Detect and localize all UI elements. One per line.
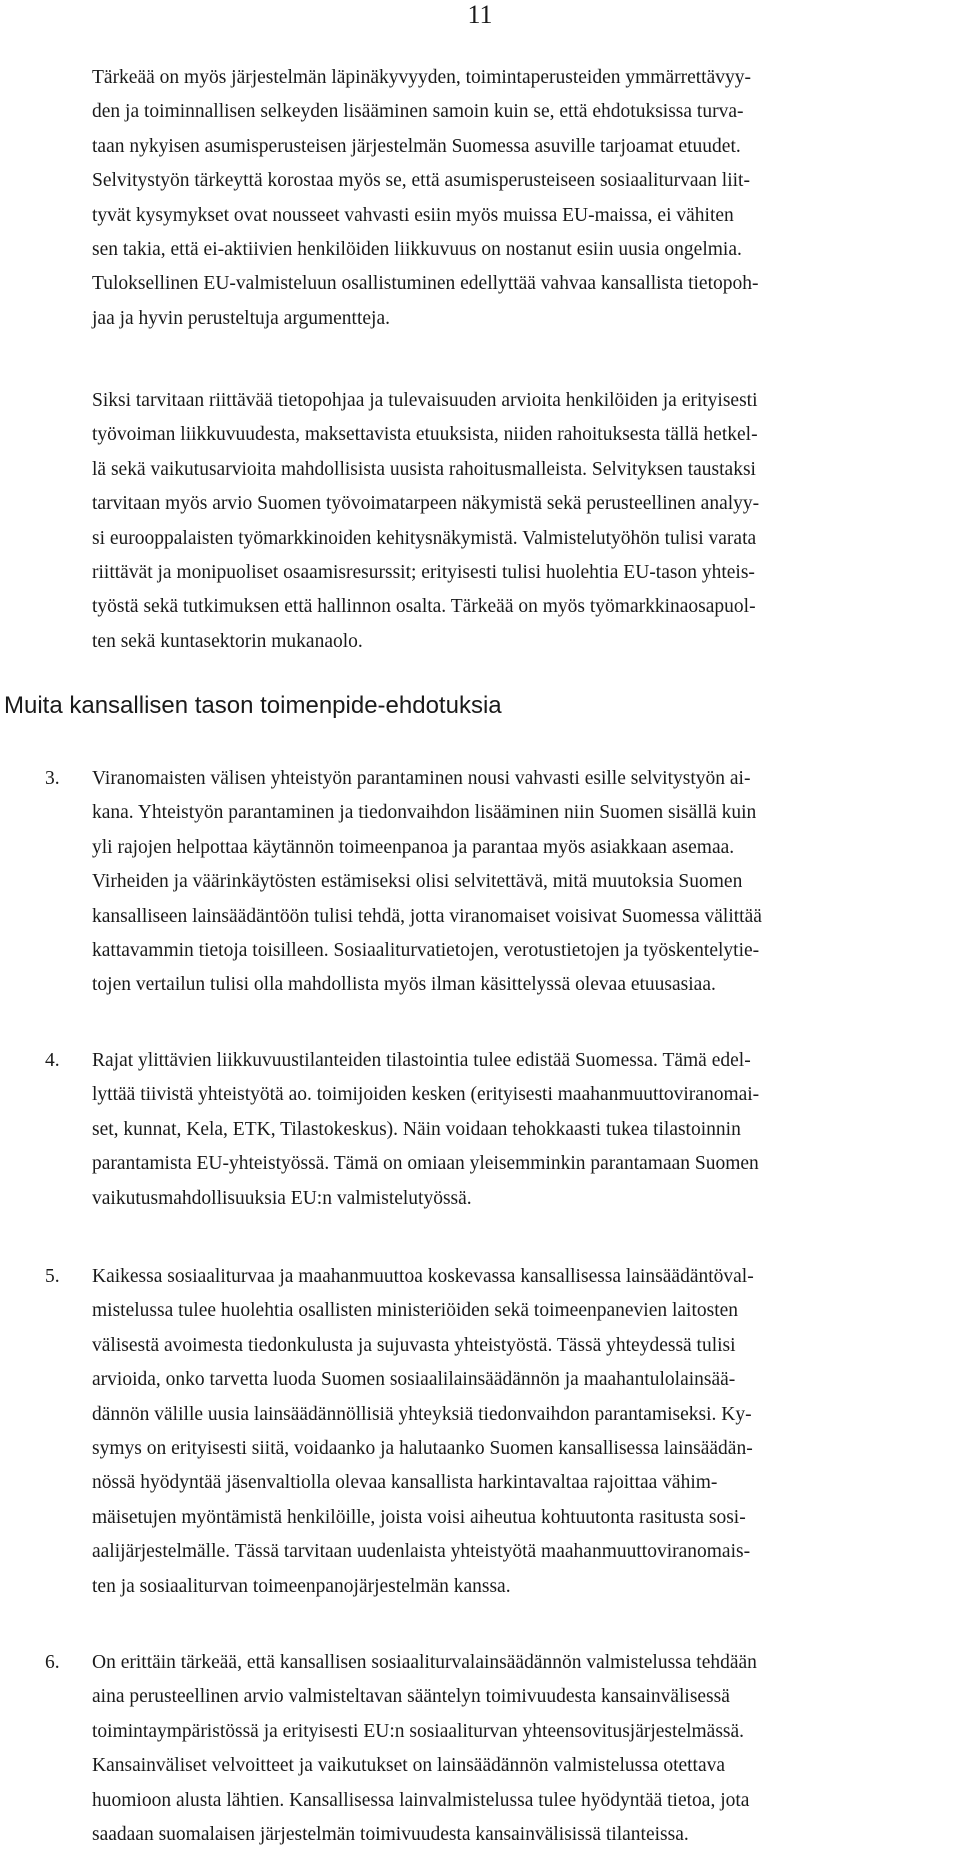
text-line: yli rajojen helpottaa käytännön toimeenpanoa ja parantaa myös asiakkaan asemaa. [92,836,735,858]
text-line: ten sekä kuntasektorin mukanaolo. [92,630,363,652]
text-line: ten ja sosiaaliturvan toimeenpanojärjestelmän kanssa. [92,1575,511,1597]
item-number: 5. [45,1266,60,1287]
body-paragraph-1 [92,61,960,336]
text-line: mäisetujen myöntämistä henkilöille, joista voisi aiheutua kohtuutonta rasitusta sosi- [92,1506,746,1528]
text-line: jaa ja hyvin perusteltuja argumentteja. [92,307,390,329]
page-number: 11 [467,0,493,29]
text-line: symys on erityisesti siitä, voidaanko ja halutaanko Suomen kansallisessa lainsäädän- [92,1438,753,1460]
text-line: nössä hyödyntää jäsenvaltiolla olevaa kansallista harkintavaltaa rajoittaa vähim- [92,1472,718,1494]
item-text [92,1260,960,1604]
text-line: Kaikessa sosiaaliturvaa ja maahanmuuttoa koskevassa kansallisessa lainsäädäntöval- [92,1266,754,1287]
item-text [92,1044,960,1216]
text-line: den ja toiminnallisen selkeyden lisääminen samoin kuin se, että ehdotuksissa turva- [92,101,744,123]
text-line: aina perusteellinen arvio valmisteltavan sääntelyn toimivuudesta kansainvälisessä [92,1686,730,1708]
text-line: välisestä avoimesta tiedonkulusta ja sujuvasta yhteistyöstä. Tässä yhteydessä tulisi [92,1334,736,1356]
text-line: lä sekä vaikutusarvioita mahdollisista uusista rahoitusmalleista. Selvityksen taustaksi [92,458,756,480]
item-number: 6. [45,1652,60,1673]
text-line: aalijärjestelmälle. Tässä tarvitaan uudenlaista yhteistyötä maahanmuuttoviranomais- [92,1541,751,1563]
text-line: tyvät kysymykset ovat nousseet vahvasti esiin myös muissa EU-maissa, ei vähiten [92,204,734,226]
text-line: kattavammin tietoja toisilleen. Sosiaaliturvatietojen, verotustietojen ja työskentelytie- [92,940,760,962]
text-line: Siksi tarvitaan riittävää tietopohjaa ja tulevaisuuden arvioita henkilöiden ja erityisesti [92,390,758,411]
text-line: saadaan suomalaisen järjestelmän toimivuudesta kansainvälisissä tilanteissa. [92,1824,689,1846]
text-line: tojen vertailun tulisi olla mahdollista myös ilman käsittelyssä olevaa etuusasiaa. [92,974,716,996]
text-line: Viranomaisten välisen yhteistyön parantaminen nousi vahvasti esille selvitystyön ai- [92,768,751,789]
text-line: Selvitystyön tärkeyttä korostaa myös se, että asumisperusteiseen sosiaaliturvaan liit- [92,170,750,192]
item-number: 4. [45,1050,60,1071]
text-line: riittävät ja monipuoliset osaamisresurssit; erityisesti tulisi huolehtia EU-tason yhteis- [92,562,755,584]
text-line: työvoiman liikkuvuudesta, maksettavista etuuksista, niiden rahoituksesta tällä hetkel- [92,424,758,446]
text-line: dännön välille uusia lainsäädännöllisiä yhteyksiä tiedonvaihdon parantamiseksi. Ky- [92,1403,752,1425]
text-line: On erittäin tärkeää, että kansallisen sosiaaliturvalainsäädännön valmistelussa tehdään [92,1652,757,1673]
text-line: taan nykyisen asumisperusteisen järjestelmän Suomessa asuville tarjoamat etuudet. [92,135,741,157]
body-paragraph-2 [92,384,960,659]
text-line: toimintaympäristössä ja erityisesti EU:n sosiaaliturvan yhteensovitusjärjestelmässä. [92,1720,745,1742]
item-text [92,1646,960,1852]
text-line: huomioon alusta lähtien. Kansallisessa lainvalmistelussa tulee hyödyntää tietoa, jota [92,1789,750,1811]
text-line: parantamista EU-yhteistyössä. Tämä on omiaan yleisemminkin parantamaan Suomen [92,1153,759,1175]
text-line: tarvitaan myös arvio Suomen työvoimatarpeen näkymistä sekä perusteellinen analyy- [92,493,760,515]
text-line: kana. Yhteistyön parantaminen ja tiedonvaihdon lisääminen niin Suomen sisällä kuin [92,802,757,824]
text-line: lyttää tiivistä yhteistyötä ao. toimijoiden kesken (erityisesti maahanmuuttoviranomai- [92,1084,760,1106]
text-line: Virheiden ja väärinkäytösten estämiseksi olisi selvitettävä, mitä muutoksia Suomen [92,871,743,893]
section-heading: Muita kansallisen tason toimenpide-ehdotuksia [4,692,502,719]
text-line: kansalliseen lainsäädäntöön tulisi tehdä, jotta viranomaiset voisivat Suomessa välittää [92,905,762,927]
text-line: työstä sekä tutkimuksen että hallinnon osalta. Tärkeää on myös työmarkkinaosapuol- [92,596,756,618]
text-line: vaikutusmahdollisuuksia EU:n valmistelutyössä. [92,1187,472,1209]
text-line: arvioida, onko tarvetta luoda Suomen sosiaalilainsäädännön ja maahantulolainsää- [92,1369,736,1391]
item-text [92,762,960,1003]
text-line: Kansainväliset velvoitteet ja vaikutukset on lainsäädännön valmistelussa otettava [92,1755,726,1777]
text-line: sen takia, että ei-aktiivien henkilöiden liikkuvuus on nostanut esiin uusia ongelmia. [92,239,742,261]
text-line: Tärkeää on myös järjestelmän läpinäkyvyyden, toimintaperusteiden ymmärrettävyy- [92,67,751,88]
text-line: si eurooppalaisten työmarkkinoiden kehitysnäkymistä. Valmistelutyöhön tulisi varata [92,527,757,549]
text-line: mistelussa tulee huolehtia osallisten ministeriöiden sekä toimeenpanevien laitosten [92,1300,739,1322]
text-line: Rajat ylittävien liikkuvuustilanteiden tilastointia tulee edistää Suomessa. Tämä edel- [92,1050,751,1071]
text-line: set, kunnat, Kela, ETK, Tilastokeskus). Näin voidaan tehokkaasti tukea tilastoinnin [92,1118,741,1140]
item-number: 3. [45,768,60,789]
text-line: Tuloksellinen EU-valmisteluun osallistuminen edellyttää vahvaa kansallista tietopoh- [92,273,759,295]
